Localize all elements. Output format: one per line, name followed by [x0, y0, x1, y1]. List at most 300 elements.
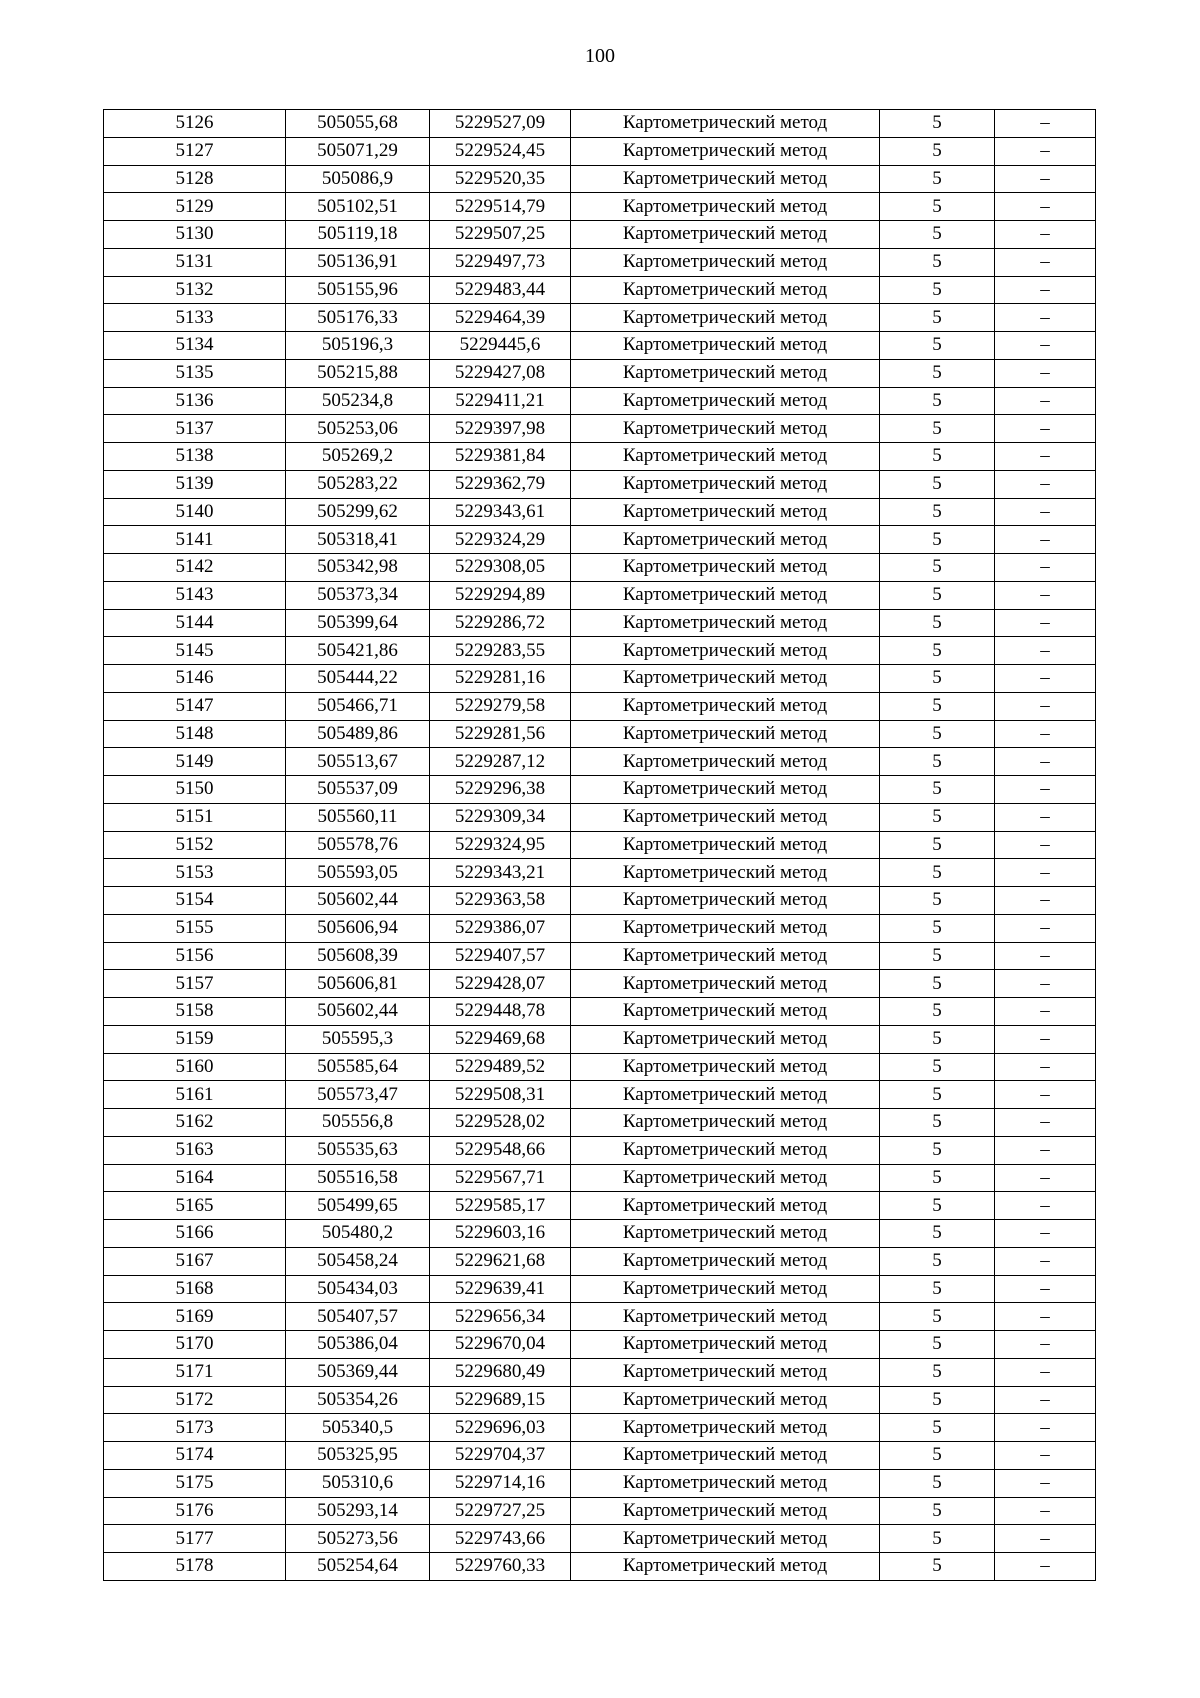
method-cell: Картометрический метод: [571, 1275, 880, 1303]
y-coordinate-cell: 5229704,37: [430, 1442, 571, 1470]
table-row: [104, 1109, 1096, 1137]
method-cell: Картометрический метод: [571, 332, 880, 360]
accuracy-cell: 5: [880, 1386, 995, 1414]
dash-cell: –: [995, 1025, 1096, 1053]
point-number-cell: 5163: [104, 1136, 286, 1164]
table-row: [104, 1053, 1096, 1081]
dash-cell: –: [995, 1109, 1096, 1137]
point-number-cell: 5132: [104, 276, 286, 304]
x-coordinate-cell: 505489,86: [286, 720, 430, 748]
point-number-cell: 5161: [104, 1081, 286, 1109]
x-coordinate-cell: 505273,56: [286, 1525, 430, 1553]
method-cell: Картометрический метод: [571, 1442, 880, 1470]
x-coordinate-cell: 505513,67: [286, 748, 430, 776]
method-cell: Картометрический метод: [571, 776, 880, 804]
dash-cell: –: [995, 1303, 1096, 1331]
method-cell: Картометрический метод: [571, 748, 880, 776]
accuracy-cell: 5: [880, 776, 995, 804]
method-cell: Картометрический метод: [571, 1025, 880, 1053]
y-coordinate-cell: 5229308,05: [430, 554, 571, 582]
table-row: [104, 221, 1096, 249]
x-coordinate-cell: 505119,18: [286, 221, 430, 249]
method-cell: Картометрический метод: [571, 443, 880, 471]
point-number-cell: 5148: [104, 720, 286, 748]
dash-cell: –: [995, 803, 1096, 831]
x-coordinate-cell: 505325,95: [286, 1442, 430, 1470]
method-cell: Картометрический метод: [571, 1053, 880, 1081]
method-cell: Картометрический метод: [571, 1192, 880, 1220]
accuracy-cell: 5: [880, 470, 995, 498]
y-coordinate-cell: 5229324,29: [430, 526, 571, 554]
y-coordinate-cell: 5229381,84: [430, 443, 571, 471]
table-row: [104, 1525, 1096, 1553]
dash-cell: –: [995, 304, 1096, 332]
table-row: [104, 498, 1096, 526]
accuracy-cell: 5: [880, 1192, 995, 1220]
table-row: [104, 1247, 1096, 1275]
dash-cell: –: [995, 1081, 1096, 1109]
accuracy-cell: 5: [880, 692, 995, 720]
point-number-cell: 5162: [104, 1109, 286, 1137]
table-row: [104, 526, 1096, 554]
table-row: [104, 1164, 1096, 1192]
y-coordinate-cell: 5229397,98: [430, 415, 571, 443]
accuracy-cell: 5: [880, 970, 995, 998]
method-cell: Картометрический метод: [571, 998, 880, 1026]
accuracy-cell: 5: [880, 609, 995, 637]
point-number-cell: 5177: [104, 1525, 286, 1553]
dash-cell: –: [995, 637, 1096, 665]
point-number-cell: 5150: [104, 776, 286, 804]
dash-cell: –: [995, 165, 1096, 193]
dash-cell: –: [995, 415, 1096, 443]
y-coordinate-cell: 5229489,52: [430, 1053, 571, 1081]
y-coordinate-cell: 5229514,79: [430, 193, 571, 221]
x-coordinate-cell: 505466,71: [286, 692, 430, 720]
x-coordinate-cell: 505434,03: [286, 1275, 430, 1303]
point-number-cell: 5170: [104, 1331, 286, 1359]
accuracy-cell: 5: [880, 748, 995, 776]
coordinates-table: [103, 109, 1096, 1581]
accuracy-cell: 5: [880, 1442, 995, 1470]
accuracy-cell: 5: [880, 1164, 995, 1192]
x-coordinate-cell: 505155,96: [286, 276, 430, 304]
table-row: [104, 387, 1096, 415]
table-row: [104, 470, 1096, 498]
y-coordinate-cell: 5229524,45: [430, 137, 571, 165]
table-row: [104, 1331, 1096, 1359]
y-coordinate-cell: 5229743,66: [430, 1525, 571, 1553]
y-coordinate-cell: 5229527,09: [430, 110, 571, 138]
y-coordinate-cell: 5229603,16: [430, 1220, 571, 1248]
method-cell: Картометрический метод: [571, 526, 880, 554]
y-coordinate-cell: 5229411,21: [430, 387, 571, 415]
table-row: [104, 720, 1096, 748]
table-row: [104, 137, 1096, 165]
point-number-cell: 5154: [104, 887, 286, 915]
accuracy-cell: 5: [880, 193, 995, 221]
method-cell: Картометрический метод: [571, 803, 880, 831]
table-row: [104, 776, 1096, 804]
point-number-cell: 5133: [104, 304, 286, 332]
point-number-cell: 5149: [104, 748, 286, 776]
point-number-cell: 5141: [104, 526, 286, 554]
table-row: [104, 332, 1096, 360]
accuracy-cell: 5: [880, 554, 995, 582]
point-number-cell: 5176: [104, 1497, 286, 1525]
y-coordinate-cell: 5229283,55: [430, 637, 571, 665]
method-cell: Картометрический метод: [571, 970, 880, 998]
accuracy-cell: 5: [880, 1136, 995, 1164]
table-row: [104, 831, 1096, 859]
point-number-cell: 5175: [104, 1469, 286, 1497]
accuracy-cell: 5: [880, 221, 995, 249]
table-row: [104, 554, 1096, 582]
y-coordinate-cell: 5229656,34: [430, 1303, 571, 1331]
x-coordinate-cell: 505458,24: [286, 1247, 430, 1275]
table-row: [104, 165, 1096, 193]
y-coordinate-cell: 5229343,21: [430, 859, 571, 887]
x-coordinate-cell: 505176,33: [286, 304, 430, 332]
point-number-cell: 5167: [104, 1247, 286, 1275]
y-coordinate-cell: 5229294,89: [430, 581, 571, 609]
point-number-cell: 5169: [104, 1303, 286, 1331]
point-number-cell: 5171: [104, 1358, 286, 1386]
point-number-cell: 5138: [104, 443, 286, 471]
accuracy-cell: 5: [880, 887, 995, 915]
table-row: [104, 1497, 1096, 1525]
dash-cell: –: [995, 887, 1096, 915]
y-coordinate-cell: 5229548,66: [430, 1136, 571, 1164]
method-cell: Картометрический метод: [571, 276, 880, 304]
dash-cell: –: [995, 970, 1096, 998]
y-coordinate-cell: 5229279,58: [430, 692, 571, 720]
table-row: [104, 359, 1096, 387]
method-cell: Картометрический метод: [571, 359, 880, 387]
table-row: [104, 637, 1096, 665]
table-row: [104, 609, 1096, 637]
method-cell: Картометрический метод: [571, 859, 880, 887]
table-row: [104, 1414, 1096, 1442]
dash-cell: –: [995, 776, 1096, 804]
table-body: [104, 110, 1096, 1581]
x-coordinate-cell: 505444,22: [286, 665, 430, 693]
dash-cell: –: [995, 498, 1096, 526]
accuracy-cell: 5: [880, 1414, 995, 1442]
method-cell: Картометрический метод: [571, 1469, 880, 1497]
x-coordinate-cell: 505299,62: [286, 498, 430, 526]
accuracy-cell: 5: [880, 332, 995, 360]
x-coordinate-cell: 505318,41: [286, 526, 430, 554]
accuracy-cell: 5: [880, 665, 995, 693]
point-number-cell: 5157: [104, 970, 286, 998]
accuracy-cell: 5: [880, 1497, 995, 1525]
point-number-cell: 5159: [104, 1025, 286, 1053]
y-coordinate-cell: 5229407,57: [430, 942, 571, 970]
accuracy-cell: 5: [880, 248, 995, 276]
x-coordinate-cell: 505602,44: [286, 998, 430, 1026]
x-coordinate-cell: 505421,86: [286, 637, 430, 665]
method-cell: Картометрический метод: [571, 581, 880, 609]
y-coordinate-cell: 5229497,73: [430, 248, 571, 276]
method-cell: Картометрический метод: [571, 1386, 880, 1414]
table-row: [104, 887, 1096, 915]
method-cell: Картометрический метод: [571, 1247, 880, 1275]
y-coordinate-cell: 5229464,39: [430, 304, 571, 332]
table-row: [104, 942, 1096, 970]
x-coordinate-cell: 505537,09: [286, 776, 430, 804]
dash-cell: –: [995, 609, 1096, 637]
accuracy-cell: 5: [880, 415, 995, 443]
point-number-cell: 5145: [104, 637, 286, 665]
x-coordinate-cell: 505585,64: [286, 1053, 430, 1081]
y-coordinate-cell: 5229324,95: [430, 831, 571, 859]
dash-cell: –: [995, 1164, 1096, 1192]
x-coordinate-cell: 505399,64: [286, 609, 430, 637]
dash-cell: –: [995, 1053, 1096, 1081]
method-cell: Картометрический метод: [571, 470, 880, 498]
accuracy-cell: 5: [880, 387, 995, 415]
point-number-cell: 5155: [104, 914, 286, 942]
table-row: [104, 914, 1096, 942]
x-coordinate-cell: 505578,76: [286, 831, 430, 859]
point-number-cell: 5144: [104, 609, 286, 637]
accuracy-cell: 5: [880, 1081, 995, 1109]
dash-cell: –: [995, 1331, 1096, 1359]
dash-cell: –: [995, 831, 1096, 859]
x-coordinate-cell: 505340,5: [286, 1414, 430, 1442]
method-cell: Картометрический метод: [571, 1136, 880, 1164]
method-cell: Картометрический метод: [571, 387, 880, 415]
x-coordinate-cell: 505573,47: [286, 1081, 430, 1109]
point-number-cell: 5164: [104, 1164, 286, 1192]
table-row: [104, 1025, 1096, 1053]
table-row: [104, 1553, 1096, 1581]
dash-cell: –: [995, 998, 1096, 1026]
y-coordinate-cell: 5229696,03: [430, 1414, 571, 1442]
accuracy-cell: 5: [880, 1358, 995, 1386]
y-coordinate-cell: 5229508,31: [430, 1081, 571, 1109]
dash-cell: –: [995, 1358, 1096, 1386]
dash-cell: –: [995, 581, 1096, 609]
x-coordinate-cell: 505055,68: [286, 110, 430, 138]
x-coordinate-cell: 505386,04: [286, 1331, 430, 1359]
dash-cell: –: [995, 1275, 1096, 1303]
table-row: [104, 748, 1096, 776]
y-coordinate-cell: 5229362,79: [430, 470, 571, 498]
method-cell: Картометрический метод: [571, 637, 880, 665]
dash-cell: –: [995, 1553, 1096, 1581]
method-cell: Картометрический метод: [571, 665, 880, 693]
accuracy-cell: 5: [880, 942, 995, 970]
x-coordinate-cell: 505071,29: [286, 137, 430, 165]
x-coordinate-cell: 505310,6: [286, 1469, 430, 1497]
accuracy-cell: 5: [880, 1247, 995, 1275]
x-coordinate-cell: 505102,51: [286, 193, 430, 221]
y-coordinate-cell: 5229469,68: [430, 1025, 571, 1053]
point-number-cell: 5126: [104, 110, 286, 138]
x-coordinate-cell: 505407,57: [286, 1303, 430, 1331]
point-number-cell: 5136: [104, 387, 286, 415]
y-coordinate-cell: 5229428,07: [430, 970, 571, 998]
table-row: [104, 1136, 1096, 1164]
point-number-cell: 5158: [104, 998, 286, 1026]
y-coordinate-cell: 5229445,6: [430, 332, 571, 360]
method-cell: Картометрический метод: [571, 193, 880, 221]
accuracy-cell: 5: [880, 1331, 995, 1359]
y-coordinate-cell: 5229727,25: [430, 1497, 571, 1525]
accuracy-cell: 5: [880, 803, 995, 831]
point-number-cell: 5165: [104, 1192, 286, 1220]
x-coordinate-cell: 505136,91: [286, 248, 430, 276]
dash-cell: –: [995, 110, 1096, 138]
table-row: [104, 859, 1096, 887]
table-row: [104, 276, 1096, 304]
x-coordinate-cell: 505595,3: [286, 1025, 430, 1053]
accuracy-cell: 5: [880, 1220, 995, 1248]
x-coordinate-cell: 505253,06: [286, 415, 430, 443]
y-coordinate-cell: 5229639,41: [430, 1275, 571, 1303]
point-number-cell: 5142: [104, 554, 286, 582]
y-coordinate-cell: 5229507,25: [430, 221, 571, 249]
table-row: [104, 110, 1096, 138]
table-row: [104, 1442, 1096, 1470]
x-coordinate-cell: 505086,9: [286, 165, 430, 193]
x-coordinate-cell: 505215,88: [286, 359, 430, 387]
x-coordinate-cell: 505499,65: [286, 1192, 430, 1220]
table-row: [104, 998, 1096, 1026]
dash-cell: –: [995, 1497, 1096, 1525]
accuracy-cell: 5: [880, 998, 995, 1026]
dash-cell: –: [995, 914, 1096, 942]
x-coordinate-cell: 505342,98: [286, 554, 430, 582]
x-coordinate-cell: 505354,26: [286, 1386, 430, 1414]
accuracy-cell: 5: [880, 526, 995, 554]
y-coordinate-cell: 5229670,04: [430, 1331, 571, 1359]
dash-cell: –: [995, 1525, 1096, 1553]
x-coordinate-cell: 505373,34: [286, 581, 430, 609]
method-cell: Картометрический метод: [571, 692, 880, 720]
dash-cell: –: [995, 443, 1096, 471]
y-coordinate-cell: 5229363,58: [430, 887, 571, 915]
x-coordinate-cell: 505234,8: [286, 387, 430, 415]
accuracy-cell: 5: [880, 859, 995, 887]
point-number-cell: 5146: [104, 665, 286, 693]
point-number-cell: 5129: [104, 193, 286, 221]
accuracy-cell: 5: [880, 276, 995, 304]
method-cell: Картометрический метод: [571, 1164, 880, 1192]
accuracy-cell: 5: [880, 359, 995, 387]
y-coordinate-cell: 5229281,16: [430, 665, 571, 693]
dash-cell: –: [995, 1247, 1096, 1275]
method-cell: Картометрический метод: [571, 1303, 880, 1331]
method-cell: Картометрический метод: [571, 110, 880, 138]
accuracy-cell: 5: [880, 1025, 995, 1053]
y-coordinate-cell: 5229520,35: [430, 165, 571, 193]
dash-cell: –: [995, 1469, 1096, 1497]
point-number-cell: 5127: [104, 137, 286, 165]
dash-cell: –: [995, 137, 1096, 165]
x-coordinate-cell: 505254,64: [286, 1553, 430, 1581]
dash-cell: –: [995, 942, 1096, 970]
accuracy-cell: 5: [880, 1469, 995, 1497]
table-row: [104, 665, 1096, 693]
point-number-cell: 5156: [104, 942, 286, 970]
point-number-cell: 5174: [104, 1442, 286, 1470]
x-coordinate-cell: 505293,14: [286, 1497, 430, 1525]
x-coordinate-cell: 505602,44: [286, 887, 430, 915]
method-cell: Картометрический метод: [571, 1358, 880, 1386]
accuracy-cell: 5: [880, 304, 995, 332]
y-coordinate-cell: 5229680,49: [430, 1358, 571, 1386]
point-number-cell: 5135: [104, 359, 286, 387]
table-row: [104, 803, 1096, 831]
y-coordinate-cell: 5229528,02: [430, 1109, 571, 1137]
dash-cell: –: [995, 859, 1096, 887]
point-number-cell: 5166: [104, 1220, 286, 1248]
x-coordinate-cell: 505535,63: [286, 1136, 430, 1164]
point-number-cell: 5152: [104, 831, 286, 859]
point-number-cell: 5128: [104, 165, 286, 193]
x-coordinate-cell: 505556,8: [286, 1109, 430, 1137]
method-cell: Картометрический метод: [571, 1331, 880, 1359]
dash-cell: –: [995, 248, 1096, 276]
table-row: [104, 581, 1096, 609]
table-row: [104, 1081, 1096, 1109]
point-number-cell: 5137: [104, 415, 286, 443]
dash-cell: –: [995, 692, 1096, 720]
accuracy-cell: 5: [880, 110, 995, 138]
dash-cell: –: [995, 276, 1096, 304]
x-coordinate-cell: 505269,2: [286, 443, 430, 471]
dash-cell: –: [995, 1386, 1096, 1414]
dash-cell: –: [995, 332, 1096, 360]
point-number-cell: 5172: [104, 1386, 286, 1414]
y-coordinate-cell: 5229760,33: [430, 1553, 571, 1581]
y-coordinate-cell: 5229309,34: [430, 803, 571, 831]
y-coordinate-cell: 5229281,56: [430, 720, 571, 748]
accuracy-cell: 5: [880, 720, 995, 748]
accuracy-cell: 5: [880, 1275, 995, 1303]
method-cell: Картометрический метод: [571, 887, 880, 915]
method-cell: Картометрический метод: [571, 1414, 880, 1442]
dash-cell: –: [995, 1192, 1096, 1220]
method-cell: Картометрический метод: [571, 831, 880, 859]
method-cell: Картометрический метод: [571, 720, 880, 748]
dash-cell: –: [995, 1136, 1096, 1164]
method-cell: Картометрический метод: [571, 137, 880, 165]
table-row: [104, 1192, 1096, 1220]
accuracy-cell: 5: [880, 1525, 995, 1553]
accuracy-cell: 5: [880, 831, 995, 859]
point-number-cell: 5139: [104, 470, 286, 498]
table-row: [104, 692, 1096, 720]
x-coordinate-cell: 505606,94: [286, 914, 430, 942]
y-coordinate-cell: 5229621,68: [430, 1247, 571, 1275]
dash-cell: –: [995, 387, 1096, 415]
method-cell: Картометрический метод: [571, 498, 880, 526]
x-coordinate-cell: 505480,2: [286, 1220, 430, 1248]
dash-cell: –: [995, 193, 1096, 221]
method-cell: Картометрический метод: [571, 248, 880, 276]
point-number-cell: 5173: [104, 1414, 286, 1442]
accuracy-cell: 5: [880, 443, 995, 471]
method-cell: Картометрический метод: [571, 554, 880, 582]
accuracy-cell: 5: [880, 914, 995, 942]
table-row: [104, 1358, 1096, 1386]
method-cell: Картометрический метод: [571, 914, 880, 942]
x-coordinate-cell: 505608,39: [286, 942, 430, 970]
